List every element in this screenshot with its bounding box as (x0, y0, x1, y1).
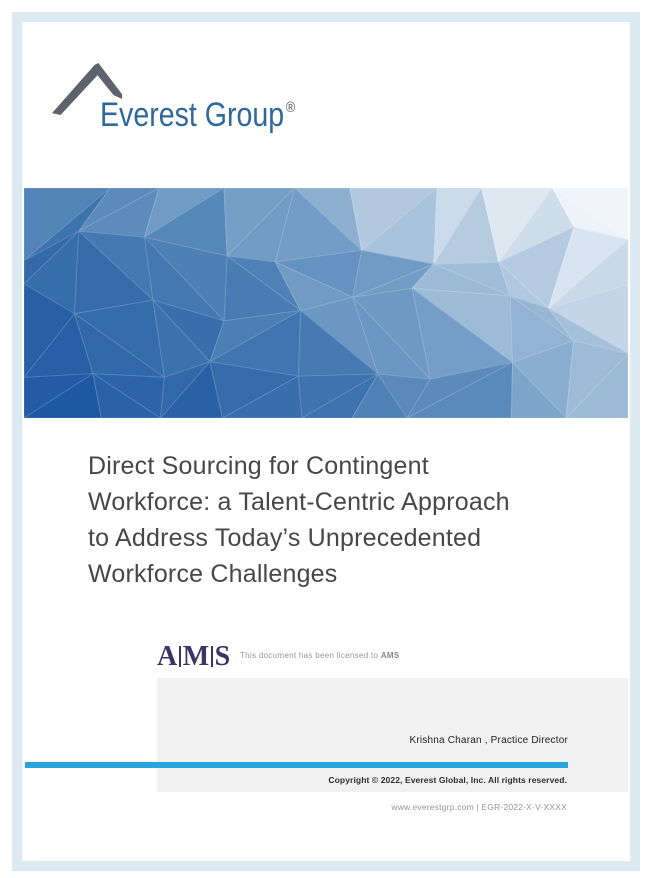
copyright-notice: Copyright © 2022, Everest Global, Inc. All rights reserved. (328, 775, 567, 785)
cover-banner-image (24, 188, 628, 418)
website-url: www.everestgrp.com (391, 802, 474, 812)
report-title-line-2: Workforce: a Talent-Centric Approach (88, 488, 510, 516)
everest-logo-wordmark: Everest Group (100, 96, 285, 134)
reference-separator: | (473, 802, 482, 812)
license-note (240, 651, 400, 660)
ams-logo (157, 643, 230, 671)
everest-logo-text (100, 91, 295, 132)
author-credit: Krishna Charan , Practice Director (409, 735, 568, 746)
report-title-line-1: Direct Sourcing for Contingent (88, 452, 429, 480)
registered-trademark-symbol: ® (285, 99, 296, 116)
report-title-line-3: to Address Today’s Unprecedented (88, 524, 482, 552)
ams-logo-divider-bar (179, 646, 181, 667)
everest-group-logo (52, 62, 312, 134)
low-poly-banner-graphic (24, 188, 628, 418)
ams-logo-divider-bar (211, 646, 213, 667)
document-reference-line (391, 802, 567, 812)
report-id: EGR-2022-X-V-XXXX (481, 802, 567, 812)
license-note-text: This document has been licensed to (240, 651, 381, 660)
accent-divider-bar (25, 762, 568, 768)
ams-logo-letter-a: A (157, 641, 178, 672)
ams-logo-letter-s: S (214, 641, 231, 672)
report-title-line-4: Workforce Challenges (88, 560, 338, 588)
ams-logo-letter-m: M (182, 641, 210, 672)
licensee-name: AMS (380, 651, 400, 660)
report-title (88, 448, 598, 592)
